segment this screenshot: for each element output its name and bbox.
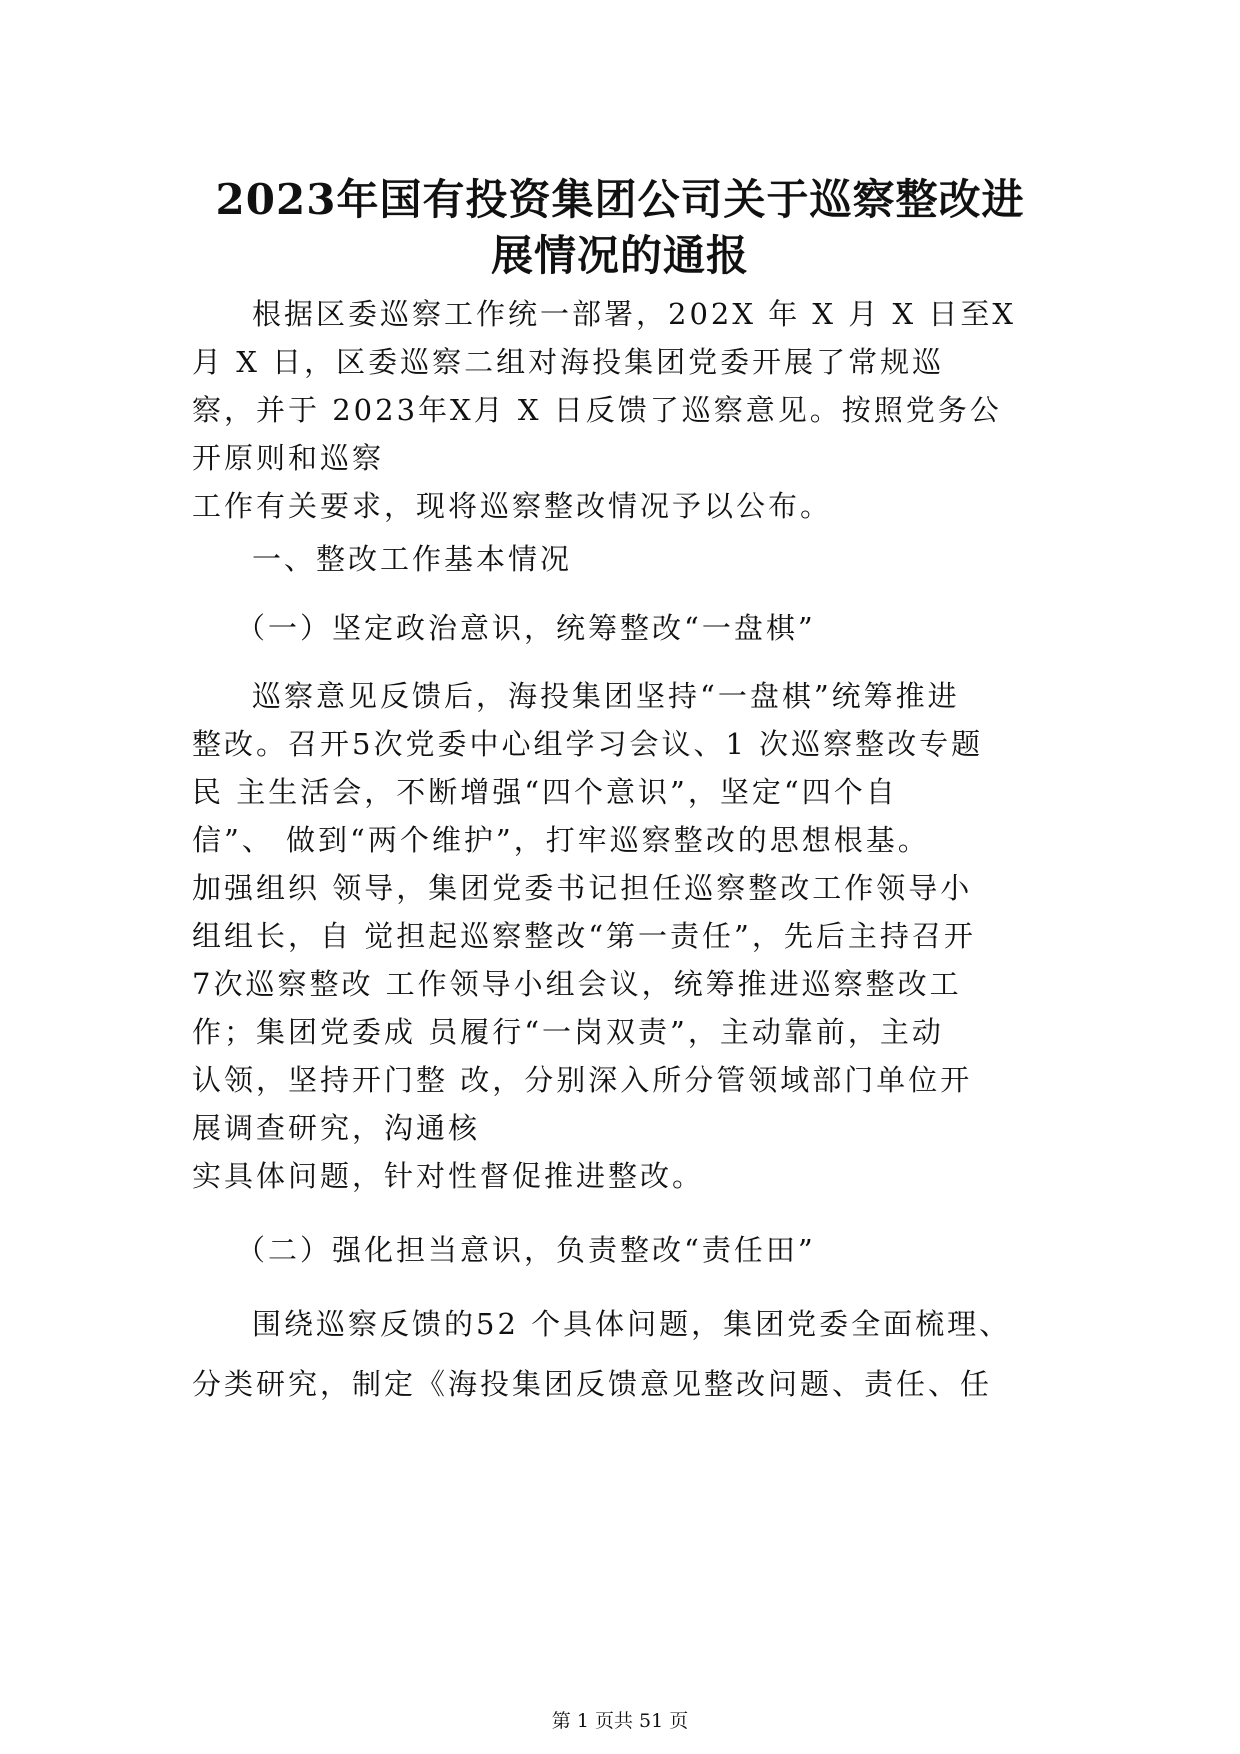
section-heading — [192, 535, 1052, 583]
title-line-1: 2023年国有投资集团公司关于巡察整改进 — [215, 175, 1025, 224]
page-footer: 第 1 页共 51 页 — [551, 1710, 689, 1732]
heading-text: （二）强化担当意识，负责整改“责任田” — [236, 1233, 816, 1267]
text-line: 认领，坚持开门整 改，分别深入所分管领域部门单位开 — [192, 1063, 973, 1097]
text-line: 实具体问题，针对性督促推进整改。 — [192, 1159, 705, 1193]
text-line: 民 主生活会，不断增强“四个意识”，坚定“四个自 — [192, 775, 898, 809]
text-line: 巡察意见反馈后，海投集团坚持“一盘棋”统筹推进 — [252, 679, 960, 713]
text-line: 作；集团党委成 员履行“一岗双责”，主动靠前，主动 — [192, 1015, 944, 1049]
subsection-heading-2 — [192, 1226, 1052, 1274]
heading-text: （一）坚定政治意识，统筹整改“一盘棋” — [236, 611, 816, 645]
text-line: 察，并于 2023年X月 X 日反馈了巡察意见。按照党务公 — [192, 393, 1002, 427]
text-line: 根据区委巡察工作统一部署，202X 年 X 月 X 日至X — [252, 297, 1017, 331]
text-line: 开原则和巡察 — [192, 441, 385, 475]
text-line: 加强组织 领导，集团党委书记担任巡察整改工作领导小 — [192, 871, 973, 905]
text-line: 组组长，自 觉担起巡察整改“第一责任”，先后主持召开 — [192, 919, 976, 953]
document-title — [150, 172, 1090, 284]
text-line: 围绕巡察反馈的52 个具体问题，集团党委全面梳理、 — [252, 1307, 1012, 1341]
text-line: 月 X 日，区委巡察二组对海投集团党委开展了常规巡 — [192, 345, 945, 379]
subsection-heading-1 — [192, 604, 1052, 652]
text-line: 展调查研究，沟通核 — [192, 1111, 481, 1145]
text-line: 信”、 做到“两个维护”，打牢巡察整改的思想根基。 — [192, 823, 930, 857]
heading-text: 一、整改工作基本情况 — [252, 542, 573, 576]
text-line: 分类研究，制定《海投集团反馈意见整改问题、责任、任 — [192, 1367, 993, 1401]
text-line: 整改。召开5次党委中心组学习会议、1 次巡察整改专题 — [192, 727, 984, 761]
paragraph-overall-plan — [192, 672, 1052, 1200]
text-line: 7次巡察整改 工作领导小组会议，统筹推进巡察整改工 — [192, 967, 962, 1001]
paragraph-responsibility — [192, 1294, 1052, 1414]
text-line: 工作有关要求，现将巡察整改情况予以公布。 — [192, 489, 833, 523]
title-line-2: 展情况的通报 — [490, 231, 749, 280]
paragraph-intro — [192, 290, 1052, 530]
